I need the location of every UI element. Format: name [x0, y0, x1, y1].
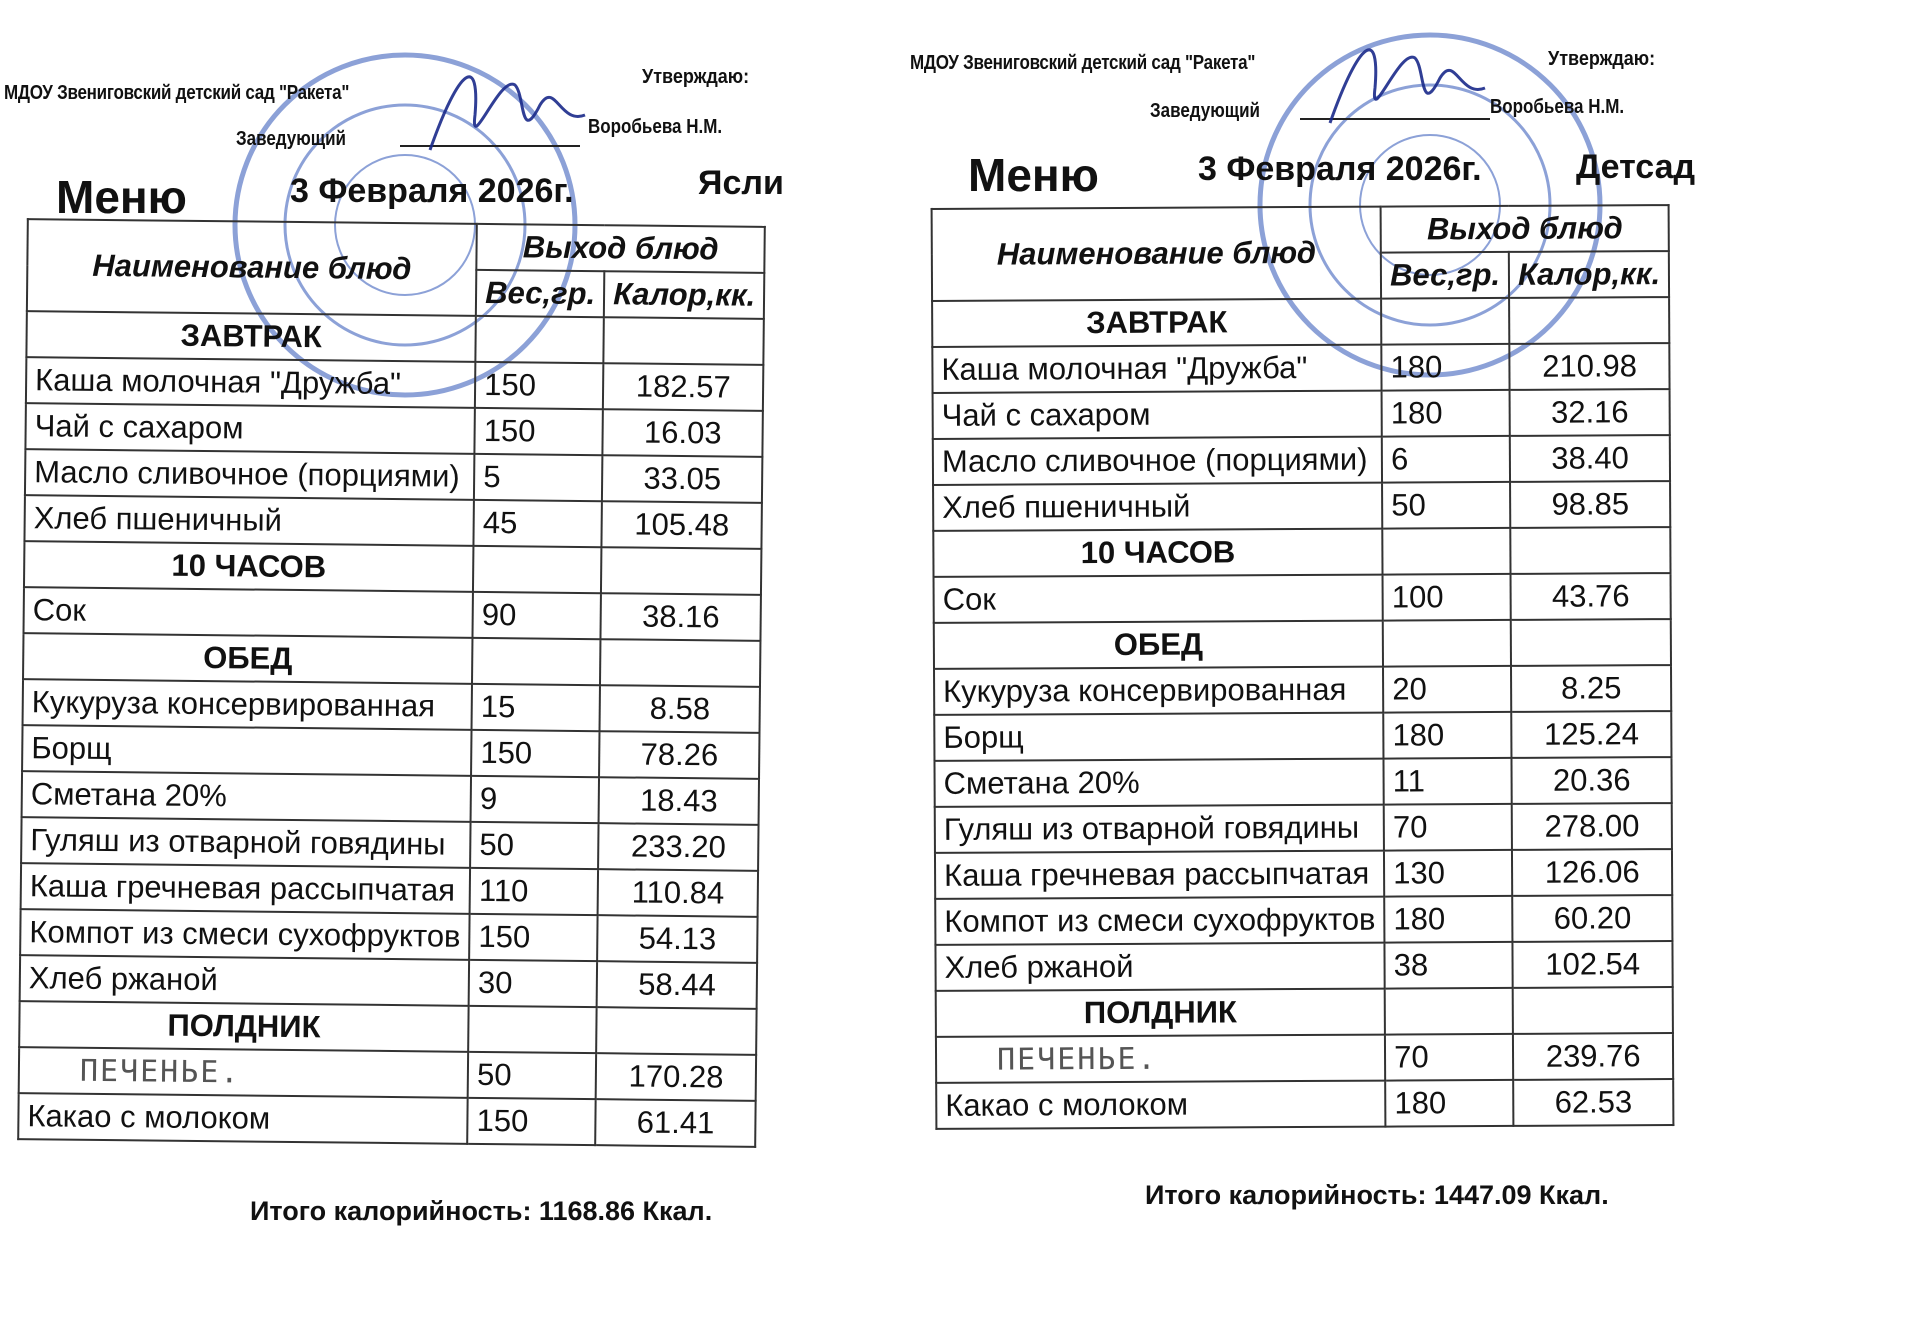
section-label: ЗАВТРАК	[932, 299, 1381, 347]
dish-row	[934, 757, 1671, 807]
dish-name: Хлеб пшеничный	[24, 495, 474, 546]
dish-name: Какао с молоком	[936, 1081, 1385, 1129]
menu-title: Меню	[56, 171, 187, 223]
dish-calories: 278.00	[1512, 803, 1672, 850]
dish-name: Сок	[934, 575, 1383, 623]
organization-name: МДОУ Звениговский детский сад "Ракета"	[910, 52, 1256, 74]
empty-cell	[476, 316, 604, 363]
organization-name: МДОУ Звениговский детский сад "Ракета"	[4, 82, 350, 104]
menu-title: Меню	[968, 149, 1099, 201]
dish-weight: 180	[1384, 896, 1512, 943]
total-calories: Итого калорийность: 1447.09 Ккал.	[1145, 1180, 1609, 1210]
section-row	[934, 619, 1671, 669]
dish-name: Чай с сахаром	[25, 403, 475, 454]
dish-row	[26, 357, 764, 411]
header-row	[932, 205, 1669, 255]
dish-name: Сметана 20%	[934, 759, 1383, 807]
dish-row	[933, 389, 1670, 439]
col-calories: Калор,кк.	[604, 271, 765, 319]
dish-weight: 180	[1383, 712, 1511, 759]
dish-calories: 62.53	[1513, 1079, 1673, 1126]
dish-calories: 8.25	[1511, 665, 1671, 712]
dish-calories: 210.98	[1509, 343, 1669, 390]
dish-name: Борщ	[934, 713, 1383, 761]
approval-label: Утверждаю:	[1548, 48, 1656, 70]
dish-name: Каша гречневая рассыпчатая	[21, 863, 471, 914]
dish-weight: 130	[1384, 850, 1512, 897]
dish-weight: 150	[475, 362, 603, 409]
header-row	[27, 219, 765, 273]
menu-table	[17, 218, 766, 1148]
dish-name: Чай с сахаром	[933, 391, 1382, 439]
total-calories: Итого калорийность: 1168.86 Ккал.	[250, 1196, 713, 1226]
dish-calories: 58.44	[597, 961, 758, 1009]
dish-calories: 16.03	[603, 409, 764, 457]
dish-weight: 110	[470, 868, 598, 915]
dish-weight: 70	[1385, 1034, 1513, 1081]
dish-weight: 11	[1384, 758, 1512, 805]
dish-row	[934, 573, 1671, 623]
dish-name: Кукуруза консервированная	[23, 679, 473, 730]
dish-weight: 90	[473, 592, 601, 639]
col-dish-name: Наименование блюд	[932, 207, 1382, 301]
dish-row	[935, 941, 1672, 991]
dish-weight: 50	[468, 1052, 596, 1099]
dish-row	[18, 1093, 756, 1147]
empty-cell	[1382, 528, 1510, 575]
head-title: Заведующий	[236, 128, 347, 150]
dish-weight: 150	[475, 408, 603, 455]
dish-name: Масло сливочное (порциями)	[933, 437, 1382, 485]
section-row	[26, 311, 764, 365]
col-weight: Вес,гр.	[476, 270, 604, 317]
empty-cell	[1509, 297, 1669, 344]
empty-cell	[472, 638, 600, 685]
dish-name: Гуляш из отварной говядины	[21, 817, 471, 868]
empty-cell	[596, 1007, 757, 1055]
dish-weight: 180	[1382, 390, 1510, 437]
empty-cell	[1511, 619, 1671, 666]
dish-row	[24, 587, 762, 641]
head-name: Воробьева Н.М.	[588, 116, 723, 138]
dish-row	[22, 725, 760, 779]
section-label: 10 ЧАСОВ	[24, 541, 474, 592]
section-row	[933, 527, 1670, 577]
dish-calories: 8.58	[600, 685, 761, 733]
empty-cell	[473, 546, 601, 593]
dish-weight: 70	[1384, 804, 1512, 851]
dish-row	[20, 955, 758, 1009]
dish-row	[936, 1033, 1673, 1083]
dish-weight: 100	[1383, 574, 1511, 621]
dish-row	[935, 849, 1672, 899]
dish-row	[933, 481, 1670, 531]
dish-calories: 98.85	[1510, 481, 1670, 528]
dish-calories: 239.76	[1513, 1033, 1673, 1080]
dish-weight: 6	[1382, 436, 1510, 483]
empty-cell	[603, 317, 764, 365]
approval-label: Утверждаю:	[642, 66, 750, 88]
empty-cell	[1510, 527, 1670, 574]
dish-row	[936, 1079, 1673, 1129]
dish-row	[935, 803, 1672, 853]
dish-weight: 5	[474, 454, 602, 501]
dish-name: Какао с молоком	[18, 1093, 468, 1144]
dish-row	[25, 449, 763, 503]
dish-calories: 110.84	[598, 869, 759, 917]
dish-row	[933, 435, 1670, 485]
dish-weight: 20	[1383, 666, 1511, 713]
group-name: Детсад	[1576, 148, 1696, 186]
section-label: ОБЕД	[934, 621, 1383, 669]
dish-weight: 38	[1385, 942, 1513, 989]
section-row	[23, 633, 761, 687]
signature-line	[1300, 118, 1490, 120]
dish-weight: 180	[1381, 344, 1509, 391]
dish-calories: 33.05	[602, 455, 763, 503]
menu-table	[931, 204, 1675, 1130]
dish-row	[22, 771, 760, 825]
dish-calories: 38.16	[601, 593, 762, 641]
group-name: Ясли	[698, 164, 784, 202]
menu-date: 3 Февраля 2026г.	[1198, 150, 1482, 188]
dish-weight: 50	[470, 822, 598, 869]
section-row	[24, 541, 762, 595]
empty-cell	[1385, 988, 1513, 1035]
dish-calories: 43.76	[1511, 573, 1671, 620]
dish-row	[23, 679, 761, 733]
dish-calories: 125.24	[1511, 711, 1671, 758]
section-label: ПОЛДНИК	[19, 1001, 469, 1052]
dish-row	[25, 403, 763, 457]
dish-row	[934, 711, 1671, 761]
empty-cell	[601, 547, 762, 595]
signature	[420, 55, 590, 165]
dish-row	[20, 909, 758, 963]
dish-calories: 170.28	[596, 1053, 757, 1101]
col-dish-name: Наименование блюд	[27, 219, 477, 316]
col-calories: Калор,кк.	[1509, 251, 1669, 298]
dish-row	[934, 665, 1671, 715]
dish-row	[21, 863, 759, 917]
col-weight: Вес,гр.	[1381, 252, 1509, 299]
dish-name: Хлеб ржаной	[935, 943, 1384, 991]
dish-calories: 102.54	[1513, 941, 1673, 988]
dish-name: Сок	[24, 587, 474, 638]
dish-name: Каша молочная "Дружба"	[26, 357, 476, 408]
empty-cell	[1383, 620, 1511, 667]
empty-cell	[600, 639, 761, 687]
dish-name: Сметана 20%	[22, 771, 472, 822]
dish-calories: 233.20	[598, 823, 759, 871]
dish-calories: 32.16	[1510, 389, 1670, 436]
dish-name: Компот из смеси сухофруктов	[935, 897, 1384, 945]
section-row	[932, 297, 1669, 347]
dish-weight: 15	[472, 684, 600, 731]
section-row	[19, 1001, 757, 1055]
dish-name: Хлеб ржаной	[20, 955, 470, 1006]
col-output: Выход блюд	[1381, 205, 1669, 253]
head-name: Воробьева Н.М.	[1490, 96, 1625, 118]
dish-name: Борщ	[22, 725, 472, 776]
empty-cell	[1381, 298, 1509, 345]
dish-weight: 30	[469, 960, 597, 1007]
dish-calories: 182.57	[603, 363, 764, 411]
dish-calories: 126.06	[1512, 849, 1672, 896]
dish-weight: 50	[1382, 482, 1510, 529]
signature-line	[400, 145, 580, 147]
dish-weight: 150	[471, 730, 599, 777]
dish-weight: 9	[471, 776, 599, 823]
section-label: ЗАВТРАК	[26, 311, 476, 362]
col-output: Выход блюд	[476, 224, 764, 273]
dish-weight: 180	[1385, 1080, 1513, 1127]
dish-weight: 45	[474, 500, 602, 547]
dish-row	[935, 895, 1672, 945]
dish-name: Кукуруза консервированная	[934, 667, 1383, 715]
dish-calories: 78.26	[599, 731, 760, 779]
dish-name: Хлеб пшеничный	[933, 483, 1382, 531]
dish-name: ПЕЧЕНЬЕ.	[936, 1035, 1385, 1083]
section-row	[936, 987, 1673, 1037]
dish-calories: 38.40	[1510, 435, 1670, 482]
dish-calories: 61.41	[595, 1099, 756, 1147]
section-label: ПОЛДНИК	[936, 989, 1385, 1037]
section-label: ОБЕД	[23, 633, 473, 684]
menu-date: 3 Февраля 2026г.	[290, 172, 574, 210]
signature	[1320, 28, 1490, 138]
dish-name: Каша молочная "Дружба"	[932, 345, 1381, 393]
dish-name: Масло сливочное (порциями)	[25, 449, 475, 500]
dish-calories: 20.36	[1512, 757, 1672, 804]
dish-name: Компот из смеси сухофруктов	[20, 909, 470, 960]
dish-row	[932, 343, 1669, 393]
dish-weight: 150	[469, 914, 597, 961]
dish-row	[19, 1047, 757, 1101]
empty-cell	[468, 1006, 596, 1053]
dish-calories: 54.13	[597, 915, 758, 963]
head-title: Заведующий	[1150, 100, 1261, 122]
dish-calories: 105.48	[602, 501, 763, 549]
dish-name: ПЕЧЕНЬЕ.	[19, 1047, 469, 1098]
empty-cell	[1513, 987, 1673, 1034]
dish-row	[21, 817, 759, 871]
dish-weight: 150	[467, 1098, 595, 1145]
dish-name: Гуляш из отварной говядины	[935, 805, 1384, 853]
dish-name: Каша гречневая рассыпчатая	[935, 851, 1384, 899]
section-label: 10 ЧАСОВ	[933, 529, 1382, 577]
dish-row	[24, 495, 762, 549]
dish-calories: 18.43	[599, 777, 760, 825]
dish-calories: 60.20	[1512, 895, 1672, 942]
